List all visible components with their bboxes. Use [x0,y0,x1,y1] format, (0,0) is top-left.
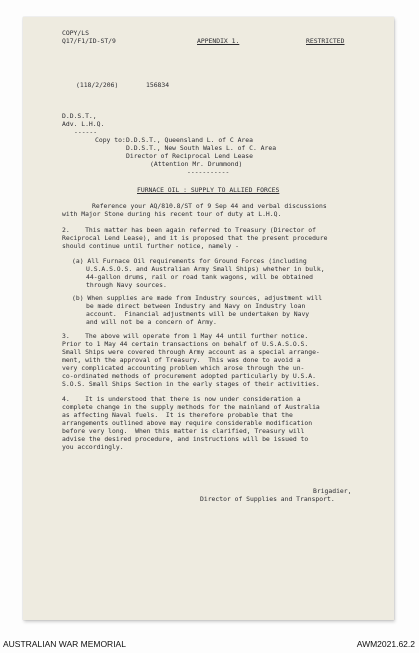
paragraph-line: co-ordinated methods of procurement adopted particularly by U.S.A. [62,372,316,380]
copy-to-line: Director of Reciprocal Lend Lease [126,152,253,160]
paragraph-line: S.O.S. Small Ships Section in the early stages of their activities. [62,380,320,388]
paragraph-line: Prior to 1 May 44 certain transactions on behalf of U.S.A.S.O.S. [62,340,309,348]
paragraph-line: be made direct between Industry and Navy on Industry loan [86,302,306,310]
copy-to-line: D.D.S.T., Queensland L. of C Area [126,136,253,144]
accession-number: AWM2021.62.2 [356,639,415,649]
paragraph-line: arrangements outlined above may require considerable modification [62,419,313,427]
subject-heading: FURNACE OIL : SUPPLY TO ALLIED FORCES [137,186,280,194]
classification-label: RESTRICTED [306,37,345,45]
paragraph-line: (a) All Furnace Oil requirements for Ground Forces (including [72,257,307,265]
paragraph-line: ment, with the approval of Treasury. This was done to avoid a [62,356,301,364]
copy-to-rule: ----------- [187,168,230,176]
paragraph-line: 4. It is understood that there is now under consideration a [62,395,301,403]
paragraph-line: should continue until further notice, namely - [62,242,239,250]
paragraph-line: as affecting Naval fuels. It is therefore probable that the [62,411,293,419]
addressee-line: D.D.S.T., [62,112,97,120]
copy-to-label: Copy to: [95,136,126,144]
paragraph-line: complete change in the supply methods for the mainland of Australia [62,403,320,411]
reference-number: Q17/F1/ID-ST/9 [62,37,116,45]
paragraph-line: with Major Stone during his recent tour of duty at L.H.Q. [62,210,282,218]
addressee-line: Adv. L.H.Q. [62,120,105,128]
paragraph-line: before very long. When this matter is clarified, Treasury will [62,427,305,435]
paragraph-line: (b) When supplies are made from Industry sources, adjustment will [72,294,323,302]
paragraph-line: you accordingly. [62,443,124,451]
paragraph-line: 3. The above will operate from 1 May 44 until further notice. [62,332,309,340]
addressee-rule: ------ [74,128,98,136]
document-number: 156834 [146,81,170,89]
signature-title: Director of Supplies and Transport. [200,495,335,503]
appendix-label: APPENDIX 1. [197,37,240,45]
paragraph-line: Reference your AQ/810.8/ST of 9 Sep 44 and verbal discussions [92,202,327,210]
paragraph-line: Reciprocal Lend Lease), and it is proposed that the present procedure [62,234,328,242]
paragraph-line: very complicated accounting problem which arose through the un- [62,364,305,372]
file-reference: (118/2/206) [76,81,119,89]
institution-caption: AUSTRALIAN WAR MEMORIAL [3,639,126,649]
paragraph-line: U.S.A.S.O.S. and Australian Army Small Ships) whether in bulk, [86,265,325,273]
copy-ls-mark: COPY/LS [62,29,89,37]
copy-to-line: (Attention Mr. Drummond) [150,160,243,168]
copy-to-line: D.D.S.T., New South Wales L. of C. Area [126,144,277,152]
paragraph-line: advise the desired procedure, and instructions will be issued to [62,435,309,443]
paragraph-line: 44-gallon drums, rail or road tank wagons, will be obtained [86,273,314,281]
paragraph-line: through Navy sources. [86,281,167,289]
signature-rank: Brigadier, [313,487,352,495]
paragraph-line: 2. This matter has been again referred to Treasury (Director of [62,226,316,234]
paragraph-line: and will not be a concern of Army. [86,318,217,326]
paragraph-line: Small Ships were covered through Army account as a special arrange- [62,348,320,356]
paragraph-line: account. Financial adjustments will be undertaken by Navy [86,310,310,318]
